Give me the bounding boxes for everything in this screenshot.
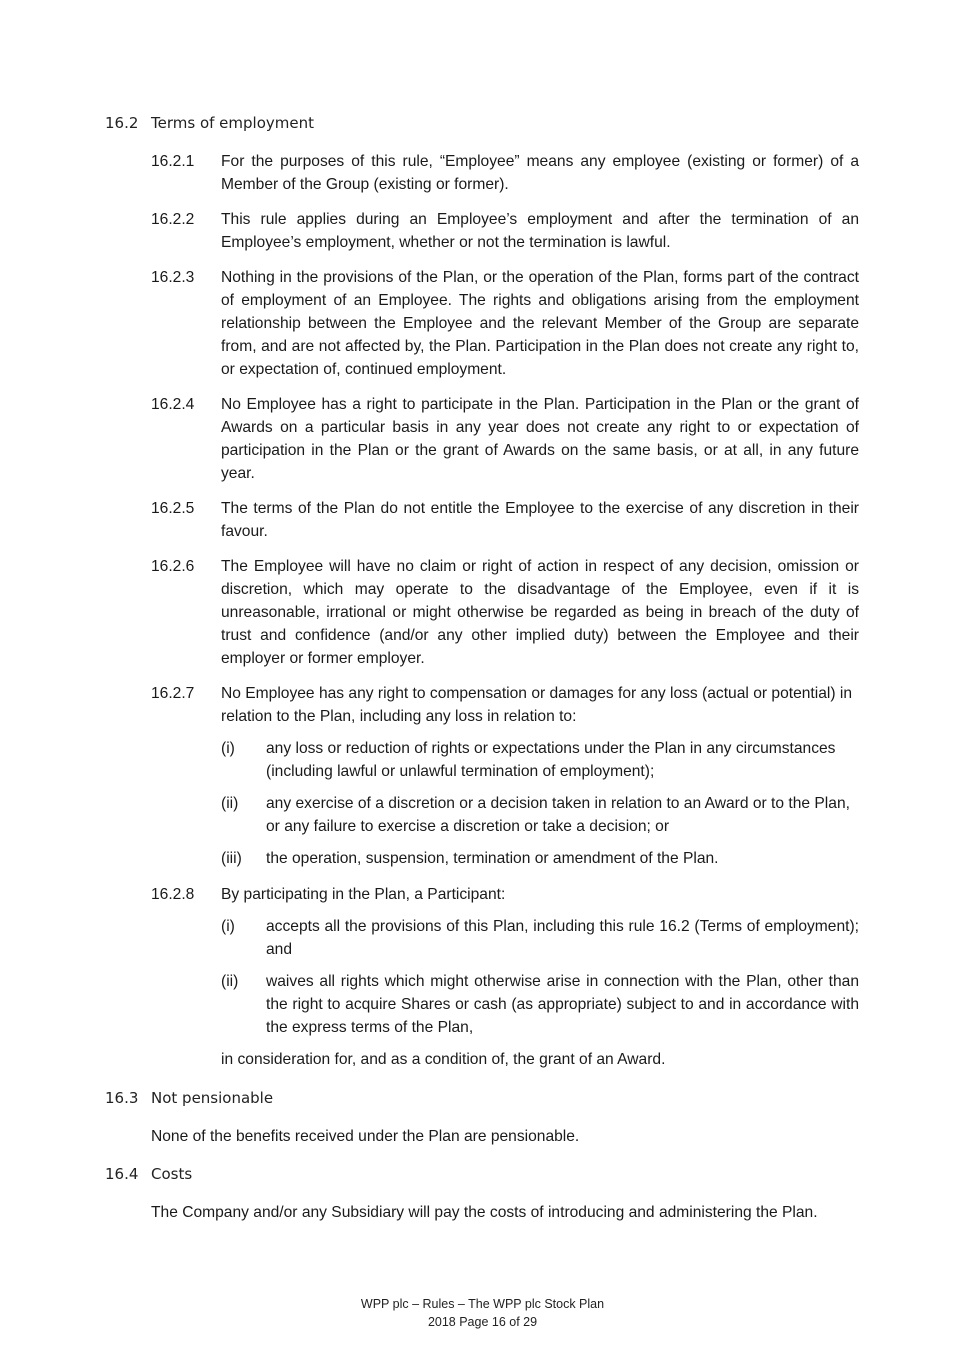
list-item-16-2-8-i <box>221 915 859 961</box>
section-16-3-body: None of the benefits received under the Plan are pensionable. <box>151 1128 580 1145</box>
clause-text: By participating in the Plan, a Participant: <box>221 886 506 903</box>
section-title: Terms of employment <box>151 114 314 132</box>
section-title: Costs <box>151 1165 193 1183</box>
section-number: 16.4 <box>105 1165 139 1183</box>
list-item-text: waives all rights which might otherwise arise in connection with the Plan, other than the right to acquire Shares or cash (as appropriate) subject to and in accordance with the express terms of the Plan, <box>266 973 859 1036</box>
clause-text: Nothing in the provisions of the Plan, or the operation of the Plan, forms part of the contract of employment of an Employee. The rights and obligations arising from the employment relationship between the Employee and the relevant Member of the Group are separate from, and are not affected by, the Plan. Participation in the Plan does not create any right to, or expectation of, continued employment. <box>221 269 859 378</box>
clause-16-2-4 <box>151 393 859 485</box>
section-16-4-body: The Company and/or any Subsidiary will pay the costs of introducing and administering the Plan. <box>151 1204 818 1221</box>
section-heading-16-3 <box>105 1089 273 1107</box>
list-item-text: any loss or reduction of rights or expectations under the Plan in any circumstances (including lawful or unlawful termination of employment); <box>266 740 836 780</box>
list-item-label: (ii) <box>221 973 239 990</box>
list-item-text: any exercise of a discretion or a decision taken in relation to an Award or to the Plan, or any failure to exercise a discretion or take a decision; or <box>266 795 850 835</box>
clause-16-2-3 <box>151 266 859 381</box>
clause-number: 16.2.8 <box>151 886 195 903</box>
clause-number: 16.2.4 <box>151 396 195 413</box>
list-item-16-2-7-i <box>221 737 859 783</box>
list-item-16-2-7-ii <box>221 792 859 838</box>
section-heading-16-4 <box>105 1165 192 1183</box>
clause-text: The Employee will have no claim or right of action in respect of any decision, omission or discretion, which may operate to the disadvantage of the Employee, even if it is unreasonable, irrational or might otherwise be regarded as being in breach of the duty of trust and confidence (and/or any other implied duty) between the Employee and their employer or former employer. <box>221 558 859 667</box>
list-item-text: accepts all the provisions of this Plan, including this rule 16.2 (Terms of employment); and <box>266 918 859 958</box>
footer-page-number: 2018 Page 16 of 29 <box>427 1315 538 1329</box>
section-title: Not pensionable <box>151 1089 274 1107</box>
clause-16-2-1 <box>151 150 859 196</box>
list-item-16-2-7-iii <box>221 847 859 870</box>
list-item-label: (iii) <box>221 850 242 867</box>
clause-text: This rule applies during an Employee’s employment and after the termination of an Employee’s employment, whether or not the termination is lawful. <box>221 211 859 251</box>
list-item-label: (i) <box>221 740 235 757</box>
clause-text: The terms of the Plan do not entitle the Employee to the exercise of any discretion in their favour. <box>221 500 859 540</box>
list-item-label: (ii) <box>221 795 239 812</box>
clause-16-2-2 <box>151 208 859 254</box>
clause-16-2-6 <box>151 555 859 670</box>
footer-document-title: WPP plc – Rules – The WPP plc Stock Plan <box>360 1297 605 1311</box>
clause-16-2-5 <box>151 497 859 543</box>
list-item-16-2-8-ii <box>221 970 859 1039</box>
section-number: 16.2 <box>105 114 139 132</box>
clause-text: No Employee has any right to compensation or damages for any loss (actual or potential) in relation to the Plan, including any loss in relation to: <box>221 685 853 725</box>
clause-number: 16.2.6 <box>151 558 195 575</box>
clause-text: No Employee has a right to participate in the Plan. Participation in the Plan or the grant of Awards on a particular basis in any year does not create any right to or expectation of participation in the Plan or the grant of Awards on the same basis, or at all, in any future year. <box>221 396 859 482</box>
clause-number: 16.2.2 <box>151 211 195 228</box>
clause-16-2-8 <box>151 883 859 906</box>
page-footer <box>0 1295 965 1331</box>
clause-number: 16.2.3 <box>151 269 195 286</box>
list-item-text: the operation, suspension, termination or amendment of the Plan. <box>266 850 719 867</box>
clause-16-2-7 <box>151 682 859 728</box>
clause-number: 16.2.7 <box>151 685 195 702</box>
clause-number: 16.2.1 <box>151 153 195 170</box>
clause-text: For the purposes of this rule, “Employee” means any employee (existing or former) of a Member of the Group (existing or former). <box>221 153 859 193</box>
section-heading-16-2 <box>105 114 314 132</box>
clause-number: 16.2.5 <box>151 500 195 517</box>
section-number: 16.3 <box>105 1089 139 1107</box>
list-item-label: (i) <box>221 918 235 935</box>
clause-16-2-8-closing: in consideration for, and as a condition of, the grant of an Award. <box>221 1051 666 1068</box>
